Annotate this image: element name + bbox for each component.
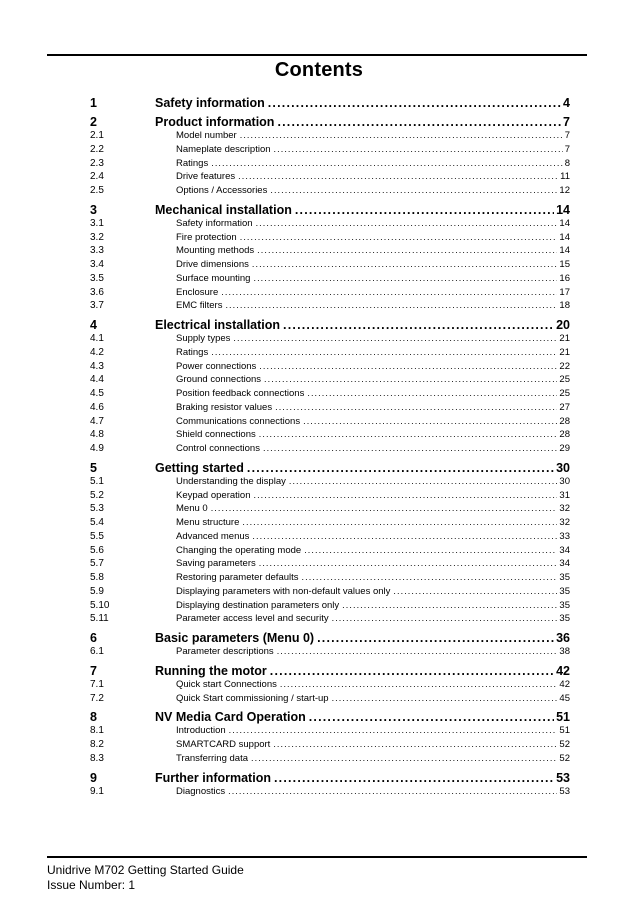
dot-leader [309, 710, 554, 724]
toc-entry-number: 4.3 [90, 360, 104, 372]
toc-entry-number: 3.6 [90, 286, 104, 298]
toc-entry-number: 3.5 [90, 272, 104, 284]
toc-section-row[interactable] [90, 333, 570, 347]
toc-entry-number: 4.1 [90, 333, 104, 344]
dot-leader [393, 586, 557, 596]
toc-page-number[interactable]: 42 [556, 663, 570, 678]
toc-page-number[interactable]: 30 [556, 460, 570, 475]
toc-entry-number: 4.8 [90, 429, 104, 441]
footer-guide-title: Unidrive M702 Getting Started Guide [47, 863, 244, 877]
toc-page-number[interactable]: 28 [559, 429, 570, 441]
toc-entry-title[interactable]: Introduction [176, 725, 226, 737]
dot-leader [211, 158, 562, 168]
toc-entry-number: 8.1 [90, 725, 104, 737]
toc-chapter-row[interactable] [90, 115, 570, 130]
toc-page-number[interactable]: 53 [556, 770, 570, 785]
toc-page-number[interactable]: 31 [559, 489, 570, 501]
dot-leader [275, 402, 557, 412]
toc-page-number[interactable]: 29 [559, 443, 570, 454]
toc-entry-title[interactable]: Transferring data [176, 752, 248, 764]
toc-section-row[interactable] [90, 347, 570, 361]
toc-entry-title[interactable]: Saving parameters [176, 558, 256, 570]
dot-leader [257, 245, 557, 255]
dot-leader [277, 115, 561, 129]
toc-entry-title[interactable]: NV Media Card Operation [155, 710, 306, 725]
toc-chapter-8 [90, 710, 570, 766]
toc-entry-title[interactable]: Drive dimensions [176, 259, 249, 270]
toc-page-number[interactable]: 32 [559, 503, 570, 515]
dot-leader [253, 490, 557, 500]
toc-entry-number: 7 [90, 663, 97, 678]
toc-entry-number: 5.1 [90, 475, 104, 487]
dot-leader [304, 545, 557, 555]
toc-entry-number: 3.7 [90, 300, 104, 312]
toc-chapter-4 [90, 318, 570, 457]
toc-entry-title[interactable]: Electrical installation [155, 318, 281, 332]
toc-entry-title[interactable]: Shield connections [176, 429, 256, 441]
toc-page-number[interactable]: 52 [559, 739, 570, 750]
toc-entry-title[interactable]: Keypad operation [176, 489, 251, 501]
toc-entry-title[interactable]: Understanding the display [176, 475, 286, 487]
toc-entry-title[interactable]: Fire protection [176, 231, 237, 243]
toc-entry-number: 5.6 [90, 544, 104, 556]
toc-entry-title[interactable]: Changing the operating mode [176, 544, 302, 556]
dot-leader [251, 753, 557, 763]
toc-entry-number: 8 [90, 710, 97, 725]
dot-leader [256, 218, 558, 228]
toc-entry-number: 2.5 [90, 185, 104, 196]
toc-entry-title[interactable]: Ground connections [176, 374, 262, 386]
toc-section-row[interactable] [90, 416, 570, 430]
toc-section-row[interactable] [90, 232, 570, 246]
dot-leader [332, 613, 558, 623]
dot-leader [274, 771, 554, 785]
toc-entry-title[interactable]: Diagnostics [176, 785, 226, 797]
toc-entry-number: 5.9 [90, 585, 104, 597]
toc-page-number[interactable]: 51 [556, 710, 570, 725]
toc-page-number[interactable]: 7 [564, 130, 570, 141]
dot-leader [317, 631, 554, 645]
toc-page-number[interactable]: 12 [559, 185, 570, 196]
toc-entry-number: 3 [90, 202, 97, 217]
toc-entry-title[interactable]: Parameter access level and security [176, 613, 329, 625]
toc-section-row[interactable] [90, 558, 570, 572]
toc-section-row[interactable] [90, 287, 570, 301]
toc-entry-number: 5.7 [90, 558, 104, 570]
toc-entry-title[interactable]: Getting started [155, 460, 244, 475]
toc-entry-title[interactable]: Model number [176, 130, 237, 141]
toc-section-row[interactable] [90, 402, 570, 416]
toc-chapter-2 [90, 115, 570, 199]
toc-section-row[interactable] [90, 273, 570, 287]
toc-page-number[interactable]: 30 [559, 475, 570, 487]
toc-entry-title[interactable]: Ratings [176, 157, 209, 169]
toc-entry-number: 9 [90, 770, 97, 785]
toc-page-number[interactable]: 7 [563, 115, 570, 129]
toc-page-number[interactable]: 14 [559, 217, 570, 229]
toc-entry-title[interactable]: Menu structure [176, 517, 240, 528]
toc-entry-title[interactable]: EMC filters [176, 300, 223, 312]
dot-leader [211, 503, 558, 513]
toc-entry-number: 2.3 [90, 157, 104, 169]
toc-chapter-row[interactable] [90, 203, 570, 218]
toc-chapter-row[interactable] [90, 318, 570, 333]
toc-entry-number: 1 [90, 96, 97, 110]
toc-entry-number: 3.4 [90, 259, 104, 270]
toc-entry-number: 8.2 [90, 739, 104, 750]
toc-entry-number: 2.2 [90, 143, 104, 155]
toc-entry-number: 3.2 [90, 231, 104, 243]
toc-entry-number: 4.9 [90, 443, 104, 454]
toc-entry-title[interactable]: Product information [155, 115, 275, 129]
toc-entry-number: 9.1 [90, 785, 104, 797]
toc-section-row[interactable] [90, 586, 570, 600]
toc-section-row[interactable] [90, 753, 570, 767]
dot-leader [302, 572, 558, 582]
toc-entry-title[interactable]: Quick start Connections [176, 678, 277, 690]
toc-page-number[interactable]: 4 [563, 96, 570, 110]
toc-section-row[interactable] [90, 429, 570, 443]
toc-section-row[interactable] [90, 443, 570, 457]
toc-section-row[interactable] [90, 259, 570, 273]
toc-page-number[interactable]: 16 [559, 272, 570, 284]
toc-entry-title[interactable]: Control connections [176, 443, 260, 454]
footer [47, 863, 244, 893]
top-rule [47, 54, 587, 56]
toc-page-number[interactable]: 21 [559, 333, 570, 344]
toc-section-row[interactable] [90, 300, 570, 314]
toc-section-row[interactable] [90, 786, 570, 800]
dot-leader [277, 646, 558, 656]
toc-entry-number: 2 [90, 115, 97, 129]
toc-entry-title[interactable]: Restoring parameter defaults [176, 572, 299, 583]
toc-page-number[interactable]: 36 [556, 631, 570, 645]
dot-leader [259, 361, 557, 371]
toc-chapter-1 [90, 96, 570, 111]
toc-entry-number: 2.1 [90, 130, 104, 141]
toc-section-row[interactable] [90, 158, 570, 172]
toc-chapter-3 [90, 203, 570, 314]
dot-leader [274, 144, 563, 154]
dot-leader [252, 531, 557, 541]
toc-section-row[interactable] [90, 361, 570, 375]
dot-leader [342, 600, 557, 610]
toc-section-row[interactable] [90, 374, 570, 388]
toc-entry-title[interactable]: SMARTCARD support [176, 739, 271, 750]
toc-entry-number: 4 [90, 318, 97, 332]
toc-entry-title[interactable]: Further information [155, 770, 271, 785]
toc-page-number[interactable]: 38 [559, 646, 570, 657]
toc-section-row[interactable] [90, 572, 570, 586]
dot-leader [240, 232, 558, 242]
toc-page-number[interactable]: 21 [559, 346, 570, 358]
toc-page-number[interactable]: 18 [559, 300, 570, 312]
toc-entry-title[interactable]: Mounting methods [176, 245, 255, 257]
toc-section-row[interactable] [90, 725, 570, 739]
toc-section-row[interactable] [90, 693, 570, 707]
dot-leader [240, 130, 563, 140]
toc-chapter-9 [90, 771, 570, 800]
toc-section-row[interactable] [90, 130, 570, 144]
toc-entry-number: 5 [90, 460, 97, 475]
dot-leader [273, 739, 557, 749]
toc-section-row[interactable] [90, 490, 570, 504]
toc-entry-title[interactable]: Surface mounting [176, 272, 251, 284]
toc-entry-number: 5.3 [90, 503, 104, 515]
toc-section-row[interactable] [90, 171, 570, 185]
dot-leader [252, 259, 558, 269]
toc-section-row[interactable] [90, 218, 570, 232]
toc-entry-number: 7.2 [90, 692, 104, 704]
toc-page-number[interactable]: 27 [559, 401, 570, 413]
toc-page-number[interactable]: 22 [559, 360, 570, 372]
dot-leader [295, 203, 554, 217]
toc-entry-number: 4.7 [90, 415, 104, 427]
dot-leader [263, 443, 557, 453]
toc-chapter-row[interactable] [90, 461, 570, 476]
toc-entry-title[interactable]: Running the motor [155, 663, 267, 678]
toc-entry-number: 4.5 [90, 388, 104, 399]
toc-section-row[interactable] [90, 245, 570, 259]
toc-entry-number: 8.3 [90, 752, 104, 764]
toc-section-row[interactable] [90, 679, 570, 693]
toc-page-number[interactable]: 34 [559, 544, 570, 556]
toc-section-row[interactable] [90, 545, 570, 559]
toc-page-number[interactable]: 35 [559, 599, 570, 611]
dot-leader [259, 558, 558, 568]
toc-entry-title[interactable]: Enclosure [176, 286, 219, 298]
toc-section-row[interactable] [90, 613, 570, 627]
toc-entry-number: 4.6 [90, 401, 104, 413]
toc-entry-number: 3.1 [90, 217, 104, 229]
dot-leader [221, 287, 557, 297]
toc-entry-title[interactable]: Power connections [176, 360, 257, 372]
dot-leader [253, 273, 557, 283]
toc-entry-number: 3.3 [90, 245, 104, 257]
toc-chapter-row[interactable] [90, 710, 570, 725]
toc-page-number[interactable]: 53 [559, 785, 570, 797]
toc-section-row[interactable] [90, 531, 570, 545]
toc-page-number[interactable]: 51 [559, 725, 570, 737]
page-title: Contents [274, 59, 364, 81]
toc-page-number[interactable]: 33 [559, 530, 570, 542]
bottom-rule [47, 856, 587, 858]
toc-chapter-7 [90, 664, 570, 707]
footer-issue-number: Issue Number: 1 [47, 878, 136, 892]
toc-page-number[interactable]: 35 [559, 572, 570, 583]
dot-leader [283, 318, 554, 332]
toc-entry-number: 5.5 [90, 530, 104, 542]
toc-entry-number: 7.1 [90, 678, 104, 690]
dot-leader [289, 476, 558, 486]
toc-page-number[interactable]: 15 [559, 259, 570, 270]
toc-page-number[interactable]: 17 [559, 286, 570, 298]
toc-section-row[interactable] [90, 388, 570, 402]
toc-entry-title[interactable]: Communications connections [176, 415, 301, 427]
toc-chapter-row[interactable] [90, 96, 570, 111]
toc-entry-number: 4.2 [90, 346, 104, 358]
toc-section-row[interactable] [90, 185, 570, 199]
dot-leader [229, 725, 558, 735]
toc-page-number[interactable]: 42 [559, 678, 570, 690]
toc-page-number[interactable]: 8 [564, 157, 570, 169]
toc-page-number[interactable]: 28 [559, 415, 570, 427]
toc-section-row[interactable] [90, 503, 570, 517]
toc-entry-title[interactable]: Nameplate description [176, 143, 271, 155]
toc-page-number[interactable]: 25 [559, 374, 570, 386]
dot-leader [307, 388, 557, 398]
toc-page-number[interactable]: 14 [556, 202, 570, 217]
dot-leader [259, 429, 558, 439]
toc-entry-title[interactable]: Supply types [176, 333, 231, 344]
toc-entry-number: 4.4 [90, 374, 104, 386]
table-of-contents [90, 96, 570, 799]
toc-entry-title[interactable]: Safety information [155, 96, 265, 110]
dot-leader [238, 171, 558, 181]
toc-section-row[interactable] [90, 517, 570, 531]
toc-entry-title[interactable]: Options / Accessories [176, 185, 268, 196]
toc-entry-title[interactable]: Quick Start commissioning / start-up [176, 692, 329, 704]
toc-section-row[interactable] [90, 739, 570, 753]
toc-page-number[interactable]: 35 [559, 585, 570, 597]
dot-leader [242, 517, 557, 527]
toc-entry-title[interactable]: Position feedback connections [176, 388, 305, 399]
dot-leader [233, 333, 557, 343]
toc-entry-title[interactable]: Safety information [176, 217, 253, 229]
dot-leader [264, 374, 557, 384]
toc-entry-title[interactable]: Advanced menus [176, 530, 250, 542]
toc-page-number[interactable]: 14 [559, 231, 570, 243]
toc-entry-title[interactable]: Parameter descriptions [176, 646, 274, 657]
toc-chapter-row[interactable] [90, 664, 570, 679]
toc-chapter-row[interactable] [90, 631, 570, 646]
dot-leader [332, 693, 558, 703]
dot-leader [270, 664, 554, 678]
dot-leader [280, 679, 558, 689]
dot-leader [303, 416, 557, 426]
toc-entry-number: 6 [90, 631, 97, 645]
toc-page-number[interactable]: 11 [560, 171, 570, 183]
toc-page-number[interactable]: 7 [564, 143, 570, 155]
toc-chapter-6 [90, 631, 570, 660]
dot-leader [211, 347, 557, 357]
dot-leader [247, 461, 554, 475]
toc-page-number[interactable]: 45 [559, 692, 570, 704]
toc-page-number[interactable]: 14 [559, 245, 570, 257]
toc-entry-title[interactable]: Braking resistor values [176, 401, 273, 413]
toc-page-number[interactable]: 52 [559, 752, 570, 764]
toc-entry-title[interactable]: Ratings [176, 346, 209, 358]
toc-entry-title[interactable]: Basic parameters (Menu 0) [155, 631, 315, 645]
toc-entry-number: 5.8 [90, 572, 104, 583]
toc-entry-number: 5.10 [90, 599, 110, 611]
dot-leader [228, 786, 557, 796]
toc-entry-title[interactable]: Menu 0 [176, 503, 208, 515]
toc-section-row[interactable] [90, 646, 570, 660]
toc-entry-number: 5.4 [90, 517, 104, 528]
toc-section-row[interactable] [90, 600, 570, 614]
toc-section-row[interactable] [90, 476, 570, 490]
dot-leader [225, 300, 557, 310]
toc-entry-number: 5.11 [90, 613, 109, 625]
toc-entry-title[interactable]: Drive features [176, 171, 236, 183]
toc-page-number[interactable]: 34 [559, 558, 570, 570]
dot-leader [268, 96, 561, 110]
toc-page-number[interactable]: 20 [556, 318, 570, 332]
toc-page-number[interactable]: 32 [559, 517, 570, 528]
toc-entry-title[interactable]: Displaying destination parameters only [176, 599, 340, 611]
toc-page-number[interactable]: 25 [559, 388, 570, 399]
toc-entry-number: 5.2 [90, 489, 104, 501]
toc-entry-number: 2.4 [90, 171, 104, 183]
toc-chapter-5 [90, 461, 570, 627]
toc-entry-number: 6.1 [90, 646, 104, 657]
toc-section-row[interactable] [90, 144, 570, 158]
dot-leader [270, 185, 557, 195]
toc-page-number[interactable]: 35 [559, 613, 570, 625]
toc-entry-title[interactable]: Mechanical installation [155, 202, 292, 217]
toc-entry-title[interactable]: Displaying parameters with non-default values only [176, 585, 391, 597]
toc-chapter-row[interactable] [90, 771, 570, 786]
